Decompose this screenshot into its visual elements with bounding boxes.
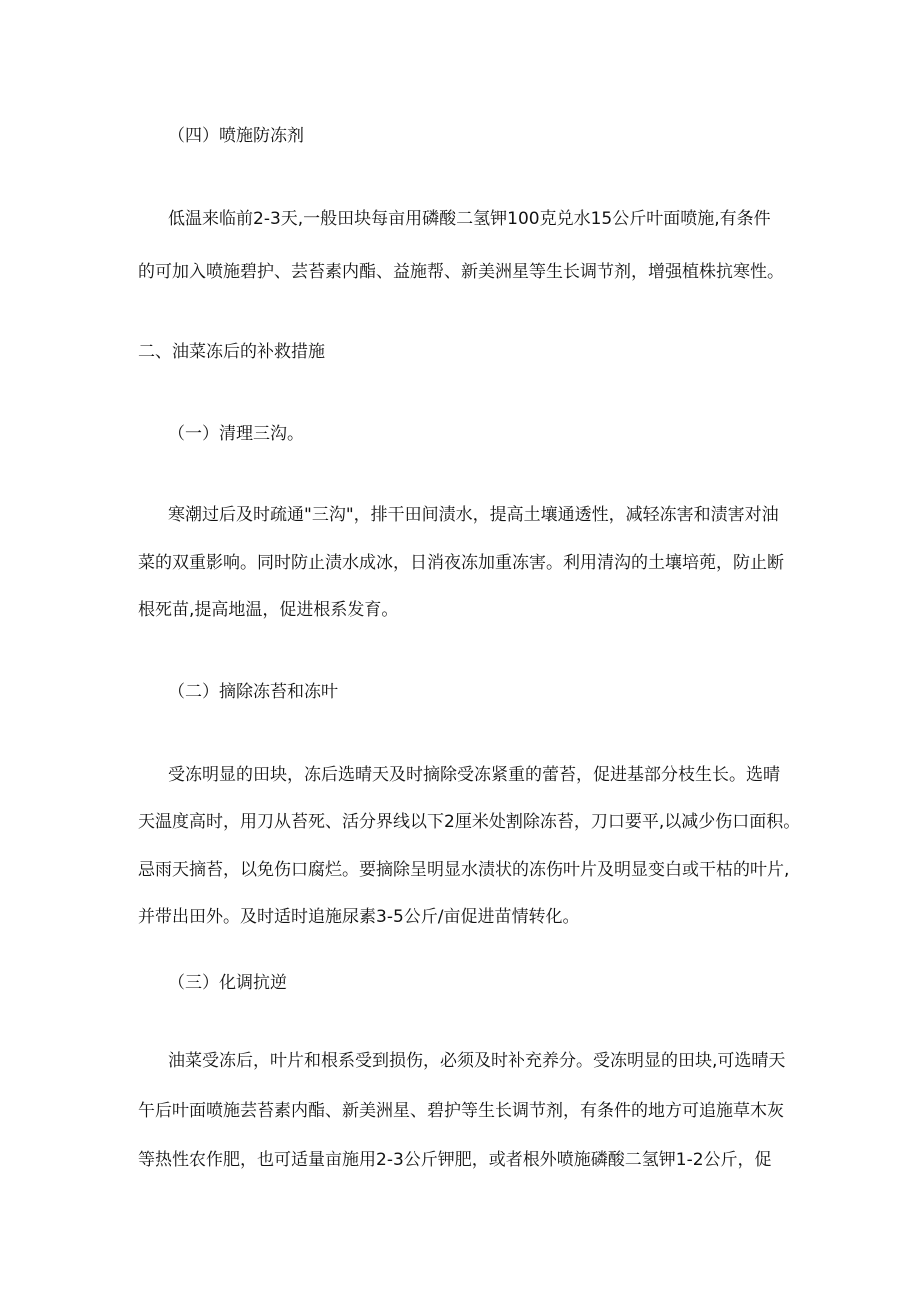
heading-text: （三）化调抗逆 <box>168 973 287 993</box>
heading-text: 二、油菜冻后的补救措施 <box>138 342 325 362</box>
paragraph-text: 午后叶面喷施芸苔素内酯、新美洲星、碧护等生长调节剂，有条件的地方可追施草木灰 <box>138 1101 784 1121</box>
paragraph-text: 低温来临前2-3天,一般田块每亩用磷酸二氢钾100克兑水15公斤叶面喷施,有条件 <box>168 209 771 229</box>
paragraph-text: 并带出田外。及时适时追施尿素3-5公斤/亩促进苗情转化。 <box>138 907 580 927</box>
paragraph-text: 天温度高时，用刀从苔死、活分界线以下2厘米处割除冻苔，刀口要平,以减少伤口面积。 <box>138 812 801 832</box>
paragraph-text: 油菜受冻后，叶片和根系受到损伤，必须及时补充养分。受冻明显的田块,可选晴天 <box>168 1051 786 1071</box>
paragraph-text: 菜的双重影响。同时防止渍水成冰，日消夜冻加重冻害。利用清沟的土壤培蔸，防止断 <box>138 553 784 573</box>
heading-text: （二）摘除冻苔和冻叶 <box>168 682 338 702</box>
paragraph-text: 等热性农作肥，也可适量亩施用2-3公斤钾肥，或者根外喷施磷酸二氢钾1-2公斤，促 <box>138 1150 772 1170</box>
paragraph-text: 的可加入喷施碧护、芸苔素内酯、益施帮、新美洲星等生长调节剂，增强植株抗寒性。 <box>138 262 784 282</box>
paragraph-text: 寒潮过后及时疏通"三沟"，排干田间渍水，提高土壤通透性，减轻冻害和渍害对油 <box>168 505 779 525</box>
heading-text: （一）清理三沟。 <box>168 424 304 444</box>
heading-text: （四）喷施防冻剂 <box>168 126 304 146</box>
paragraph-text: 根死苗,提高地温，促进根系发育。 <box>138 600 399 620</box>
paragraph-text: 忌雨天摘苔，以免伤口腐烂。要摘除呈明显水渍状的冻伤叶片及明显变白或干枯的叶片, <box>138 860 790 880</box>
paragraph-text: 受冻明显的田块，冻后选晴天及时摘除受冻紧重的蕾苔，促进基部分枝生长。选晴 <box>168 765 780 785</box>
